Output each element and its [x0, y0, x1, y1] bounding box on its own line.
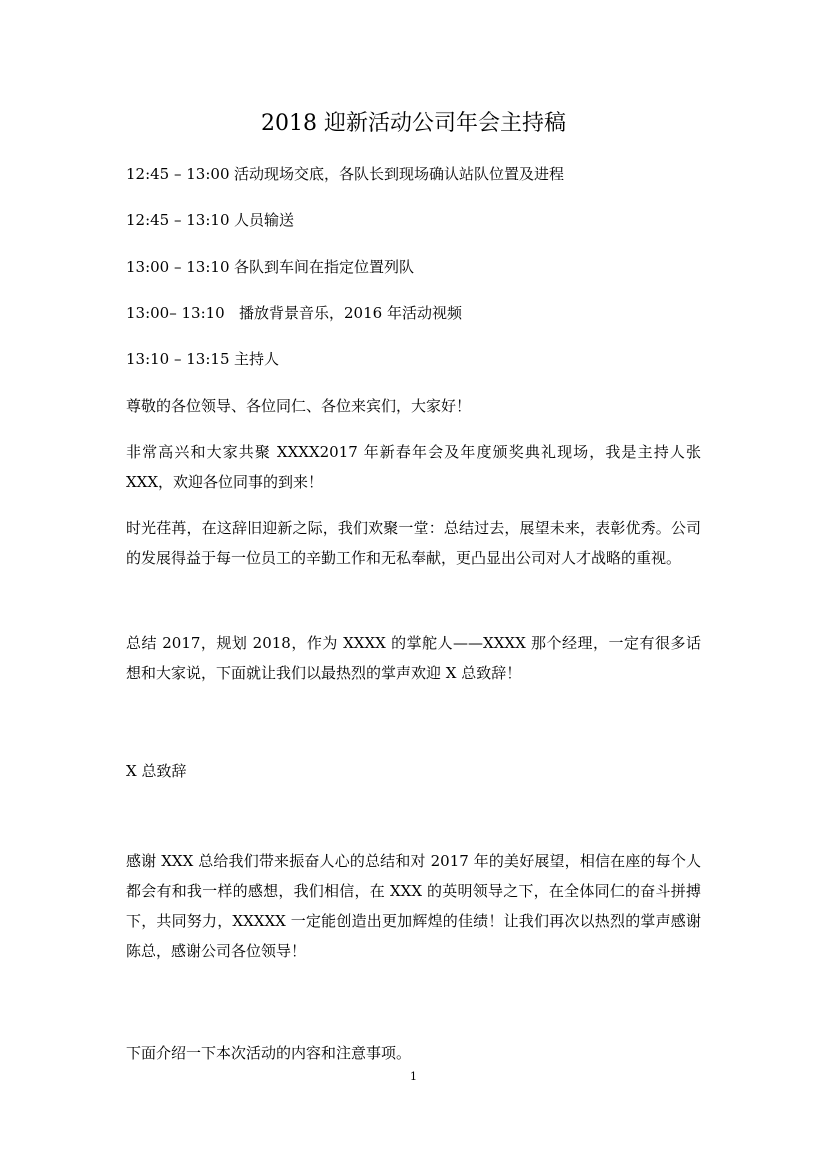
greeting-paragraph: 尊敬的各位领导、各位同仁、各位来宾们，大家好！: [126, 397, 472, 415]
schedule-item: [126, 205, 294, 235]
schedule-time: 13:00 – 13:10: [126, 258, 230, 276]
speech-heading: X 总致辞: [126, 762, 187, 780]
schedule-item: [126, 252, 414, 282]
schedule-time: 12:45 – 13:00: [126, 165, 230, 183]
schedule-text: 各队到车间在指定位置列队: [234, 258, 415, 276]
page-number: 1: [410, 1070, 417, 1083]
schedule-time: 12:45 – 13:10: [126, 211, 230, 229]
thanks-paragraph: 感谢 XXX 总给我们带来振奋人心的总结和对 2017 年的美好展望，相信在座的每个人都会有和我一样的感想，我们相信，在 XXX 的英明领导之下，在全体同仁的奋斗拼搏下，共同努力，XXXXX 一定能创造出更加辉煌的佳绩！让我们再次以热烈的掌声感谢陈总，感谢公司各位领导！: [126, 852, 701, 960]
schedule-time: 13:00– 13:10: [126, 304, 225, 322]
schedule-text: 主持人: [234, 350, 280, 368]
schedule-item: [126, 298, 462, 328]
schedule-time: 13:10 – 13:15: [126, 350, 230, 368]
schedule-item: [126, 344, 279, 374]
welcome-paragraph: 非常高兴和大家共聚 XXXX2017 年新春年会及年度颁奖典礼现场，我是主持人张 XXX，欢迎各位同事的到来！: [126, 443, 701, 491]
schedule-item: [126, 159, 564, 189]
introduction-paragraph: 总结 2017，规划 2018，作为 XXXX 的掌舵人——XXXX 那个经理，一定有很多话想和大家说，下面就让我们以最热烈的掌声欢迎 X 总致辞！: [126, 634, 701, 682]
schedule-text: 活动现场交底，各队长到现场确认站队位置及进程: [234, 165, 565, 183]
opening-paragraph: 时光荏苒，在这辞旧迎新之际，我们欢聚一堂：总结过去，展望未来，表彰优秀。公司的发展得益于每一位员工的辛勤工作和无私奉献，更凸显出公司对人才战略的重视。: [126, 519, 701, 567]
agenda-intro-paragraph: 下面介绍一下本次活动的内容和注意事项。: [126, 1044, 412, 1062]
document-title: 2018 迎新活动公司年会主持稿: [261, 111, 566, 136]
schedule-text: 人员输送: [234, 211, 295, 229]
schedule-text: 播放背景音乐，2016 年活动视频: [239, 304, 462, 322]
